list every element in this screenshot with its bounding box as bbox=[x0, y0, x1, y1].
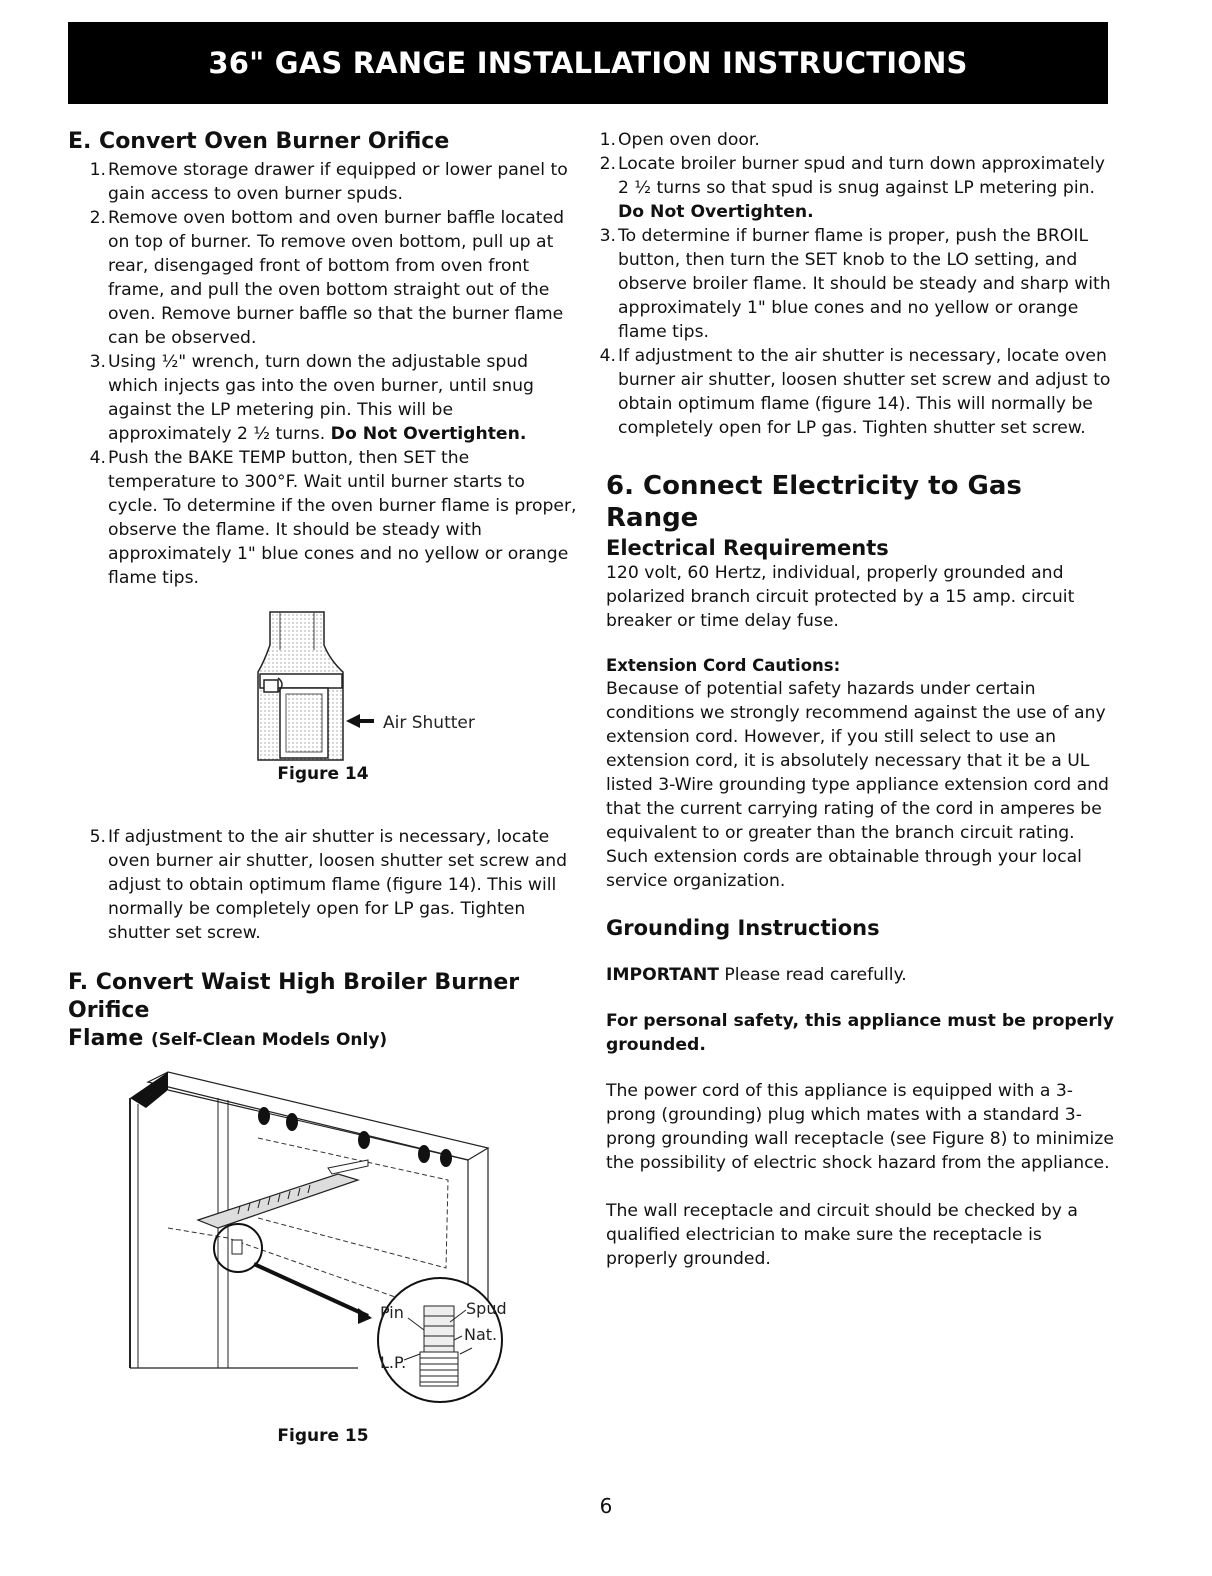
figure-14 bbox=[68, 610, 578, 825]
page-header-banner bbox=[68, 22, 1108, 104]
broiler-orifice-illustration bbox=[68, 1068, 578, 1418]
safety-warning: For personal safety, this appliance must be properly grounded. bbox=[606, 1011, 1114, 1055]
warning-text: Do Not Overtighten. bbox=[330, 424, 527, 444]
important-note: IMPORTANT Please read carefully. bbox=[606, 965, 907, 985]
page-title: 36" GAS RANGE INSTALLATION INSTRUCTIONS bbox=[208, 46, 968, 80]
spud-fitting bbox=[420, 1306, 458, 1386]
list-item: 5. If adjustment to the air shutter is necessary, locate oven burner air shutter, loosen shutter set screw and adjust to obtain optimum flame (figure 14). This will normally be completely open for LP gas. Tighten shutter set screw. bbox=[89, 827, 568, 943]
nat-label: Nat. bbox=[464, 1325, 498, 1344]
figure-14-caption: Figure 14 bbox=[277, 764, 369, 784]
air-shutter-illustration bbox=[68, 610, 578, 790]
list-item: 4. If adjustment to the air shutter is necessary, locate oven burner air shutter, loosen shutter set screw and adjust to obtain optimum flame (figure 14). This will normally be completely open for LP gas. Tighten shutter set screw. bbox=[599, 346, 1111, 438]
broiler-steps bbox=[578, 128, 1118, 440]
section-f-subheading: (Self-Clean Models Only) bbox=[150, 1030, 388, 1050]
page-number: 6 bbox=[599, 1494, 613, 1518]
list-item: 1. Remove storage drawer if equipped or lower panel to gain access to oven burner spuds. bbox=[89, 160, 568, 204]
section-e-step-5 bbox=[68, 825, 578, 945]
electrical-requirements-text: 120 volt, 60 Hertz, individual, properly grounded and polarized branch circuit protected by a 15 amp. circuit breaker or time delay fuse. bbox=[606, 563, 1075, 631]
list-item: 2. Remove oven bottom and oven burner baffle located on top of burner. To remove oven bottom, pull up at rear, disengaged front of bottom from oven front frame, and pull the oven bottom straight out of the oven. Remove burner baffle so that the burner flame can be observed. bbox=[89, 208, 565, 348]
section-6-heading: 6. Connect Electricity to Gas Range bbox=[606, 471, 1022, 533]
figure-15-caption: Figure 15 bbox=[277, 1426, 369, 1446]
extension-cord-heading: Extension Cord Cautions: bbox=[606, 656, 841, 675]
lp-label: L.P. bbox=[380, 1353, 407, 1372]
section-e-heading: E. Convert Oven Burner Orifice bbox=[68, 129, 450, 154]
list-item: 2. Locate broiler burner spud and turn down approximately 2 ½ turns so that spud is snug against LP metering pin. Do Not Overtighten. bbox=[599, 154, 1105, 222]
grounding-paragraph-2: The wall receptacle and circuit should be checked by a qualified electrician to make sure the receptacle is properly grounded. bbox=[606, 1201, 1078, 1269]
electrical-requirements-heading: Electrical Requirements bbox=[606, 536, 889, 560]
arrow-icon bbox=[346, 714, 374, 728]
grounding-heading: Grounding Instructions bbox=[606, 916, 880, 940]
spud-label: Spud bbox=[466, 1299, 507, 1318]
list-item: 3. Using ½" wrench, turn down the adjustable spud which injects gas into the oven burner, until snug against the LP metering pin. This will be approximately 2 ½ turns. Do Not Overtighten. bbox=[89, 352, 534, 444]
figure-15 bbox=[68, 1068, 578, 1458]
grounding-paragraph-1: The power cord of this appliance is equipped with a 3-prong (grounding) plug which mates with a standard 3-prong grounding wall receptacle (see Figure 8) to minimize the possibility of electric shock hazard from the appliance. bbox=[606, 1081, 1114, 1173]
list-item: 3. To determine if burner flame is proper, push the BROIL button, then turn the SET knob to the LO setting, and observe broiler flame. It should be steady and sharp with approximately 1" blue cones and no yellow or orange flame tips. bbox=[599, 226, 1111, 342]
list-item: 1. Open oven door. bbox=[599, 130, 760, 150]
left-column bbox=[68, 124, 578, 1458]
air-shutter-label: Air Shutter bbox=[383, 713, 475, 733]
pin-label: Pin bbox=[380, 1303, 404, 1322]
list-item: 4. Push the BAKE TEMP button, then SET the temperature to 300°F. Wait until burner starts to cycle. To determine if the oven burner flame is proper, observe the flame. It should be steady with approximately 1" blue cones and no yellow or orange flame tips. bbox=[89, 448, 577, 588]
section-e-steps bbox=[68, 158, 578, 590]
extension-cord-text: Because of potential safety hazards under certain conditions we strongly recommend against the use of any extension cord. However, if you still select to use an extension cord, it is absolutely necessary that it be a UL listed 3-Wire grounding type appliance extension cord and that the current carrying rating of the cord in amperes be equivalent to or greater than the branch circuit rating. Such extension cords are obtainable through your local service organization. bbox=[606, 679, 1109, 891]
warning-text: Do Not Overtighten. bbox=[618, 202, 814, 222]
section-f-heading: F. Convert Waist High Broiler Burner Orifice Flame (Self-Clean Models Only) bbox=[68, 970, 520, 1051]
right-column bbox=[578, 124, 1118, 1271]
